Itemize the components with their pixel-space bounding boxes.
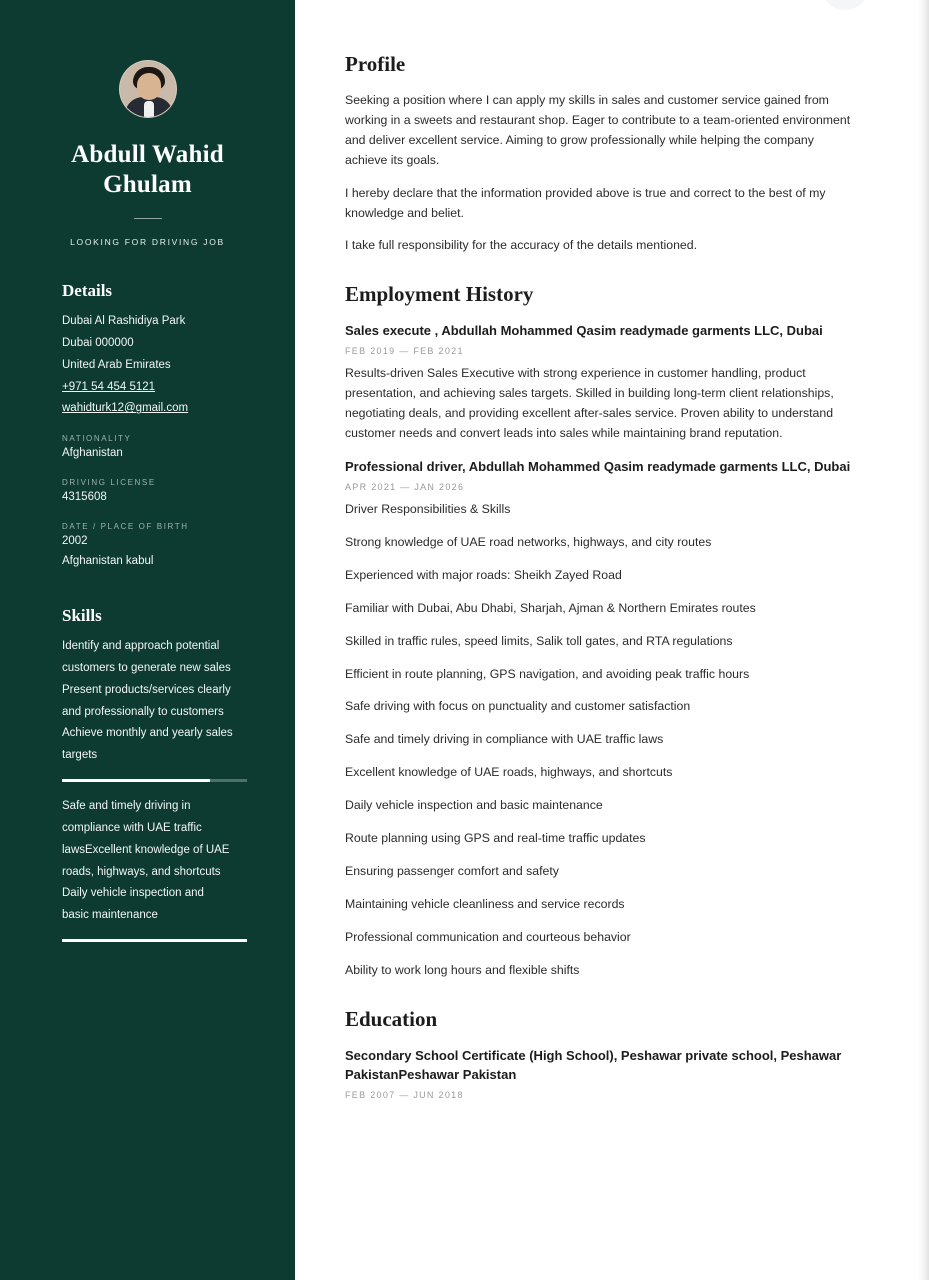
job-description: Results-driven Sales Executive with strong experience in customer handling, product presentation, and achieving sales targets. Skilled in building long-term client relationships, negotiating deals, and providing excellent after-sales service. Proven ability to understand customer needs and convert leads into sales while maintaining brand reputation. (345, 365, 834, 440)
job-dates: FEB 2019 — FEB 2021 (345, 345, 464, 356)
page-edge-shadow (918, 0, 929, 1280)
avatar-shirt-shape (144, 101, 154, 117)
driving-license-value: 4315608 (62, 490, 107, 503)
address-line-1: Dubai Al Rashidiya Park (62, 315, 186, 327)
education-title: Secondary School Certificate (High School), Peshawar private school, Peshawar PakistanPeshawar Pakistan (345, 1047, 842, 1083)
skill-item-2-text: Safe and timely driving in compliance with UAE traffic lawsExcellent knowledge of UAE roads, highways, and shortcuts Daily vehicle inspection and basic maintenance (62, 800, 230, 922)
skills-heading: Skills (62, 605, 102, 625)
date-place-of-birth-label: DATE / PLACE OF BIRTH (62, 521, 189, 531)
job-line: Strong knowledge of UAE road networks, highways, and city routes (345, 534, 712, 549)
job-title: Professional driver, Abdullah Mohammed Qasim readymade garments LLC, Dubai (345, 459, 851, 475)
avatar-face-shape (137, 73, 161, 100)
nationality-value: Afghanistan (62, 447, 123, 460)
job-line: Safe and timely driving in compliance with UAE traffic laws (345, 732, 664, 747)
nationality-label: NATIONALITY (62, 434, 132, 444)
profile-heading: Profile (345, 52, 406, 76)
profile-paragraph-2: I hereby declare that the information provided above is true and correct to the best of my knowledge and beliet. (345, 185, 826, 220)
details-heading: Details (62, 281, 113, 300)
date-of-birth-value: 2002 (62, 534, 88, 547)
job-line: Familiar with Dubai, Abu Dhabi, Sharjah, Ajman & Northern Emirates routes (345, 600, 756, 615)
phone-link[interactable]: +971 54 454 5121 (62, 380, 156, 393)
driving-license-label: DRIVING LICENSE (62, 477, 156, 487)
job-dates: APR 2021 — JAN 2026 (345, 481, 465, 492)
address-line-2: Dubai 000000 (62, 336, 134, 349)
profile-paragraph-1: Seeking a position where I can apply my skills in sales and customer service gained from working in a sweets and restaurant shop. Eager to contribute to a team-oriented environment and deliver excellent service. Aiming to grow professionally while helping the company achieve its goals. (345, 93, 851, 167)
skill-item-1-bar (62, 779, 247, 782)
job-line: Daily vehicle inspection and basic maintenance (345, 798, 603, 813)
job-line: Skilled in traffic rules, speed limits, Salik toll gates, and RTA regulations (345, 633, 733, 648)
employment-entry (345, 457, 857, 980)
skill-item-2-bar (62, 939, 247, 942)
education-dates: FEB 2007 — JUN 2018 (345, 1089, 464, 1100)
email-link[interactable]: wahidturk12@gmail.com (62, 402, 189, 415)
name-divider (134, 218, 162, 219)
employment-history-heading: Employment History (345, 282, 534, 307)
job-line: Ability to work long hours and flexible shifts (345, 962, 580, 977)
avatar (119, 60, 177, 118)
job-line: Efficient in route planning, GPS navigation, and avoiding peak traffic hours (345, 666, 750, 681)
profile-paragraph-3: I take full responsibility for the accuracy of the details mentioned. (345, 238, 698, 253)
skill-item-1-text: Identify and approach potential customers to generate new sales Present products/services clearly and professionally to customers Achieve monthly and yearly sales targets (62, 639, 233, 762)
job-line: Experienced with major roads: Sheikh Zayed Road (345, 567, 622, 582)
address-line-3: United Arab Emirates (62, 358, 171, 371)
job-line: Excellent knowledge of UAE roads, highways, and shortcuts (345, 765, 673, 780)
education-entry (345, 1046, 857, 1100)
employment-entry (345, 321, 857, 443)
avatar-wrapper (62, 60, 233, 118)
candidate-name: Abdull Wahid Ghulam (71, 141, 224, 198)
job-line: Ensuring passenger comfort and safety (345, 863, 559, 878)
job-line: Maintaining vehicle cleanliness and service records (345, 896, 625, 911)
job-line: Route planning using GPS and real-time traffic updates (345, 831, 646, 846)
main-content (295, 0, 929, 1280)
sidebar (0, 0, 295, 1280)
job-line: Driver Responsibilities & Skills (345, 501, 511, 516)
candidate-subtitle: LOOKING FOR DRIVING JOB (70, 237, 225, 247)
job-line: Professional communication and courteous behavior (345, 929, 631, 944)
job-line: Safe driving with focus on punctuality and customer satisfaction (345, 699, 691, 714)
place-of-birth-value: Afghanistan kabul (62, 555, 154, 568)
job-title: Sales execute , Abdullah Mohammed Qasim readymade garments LLC, Dubai (345, 323, 823, 339)
education-heading: Education (345, 1006, 438, 1031)
